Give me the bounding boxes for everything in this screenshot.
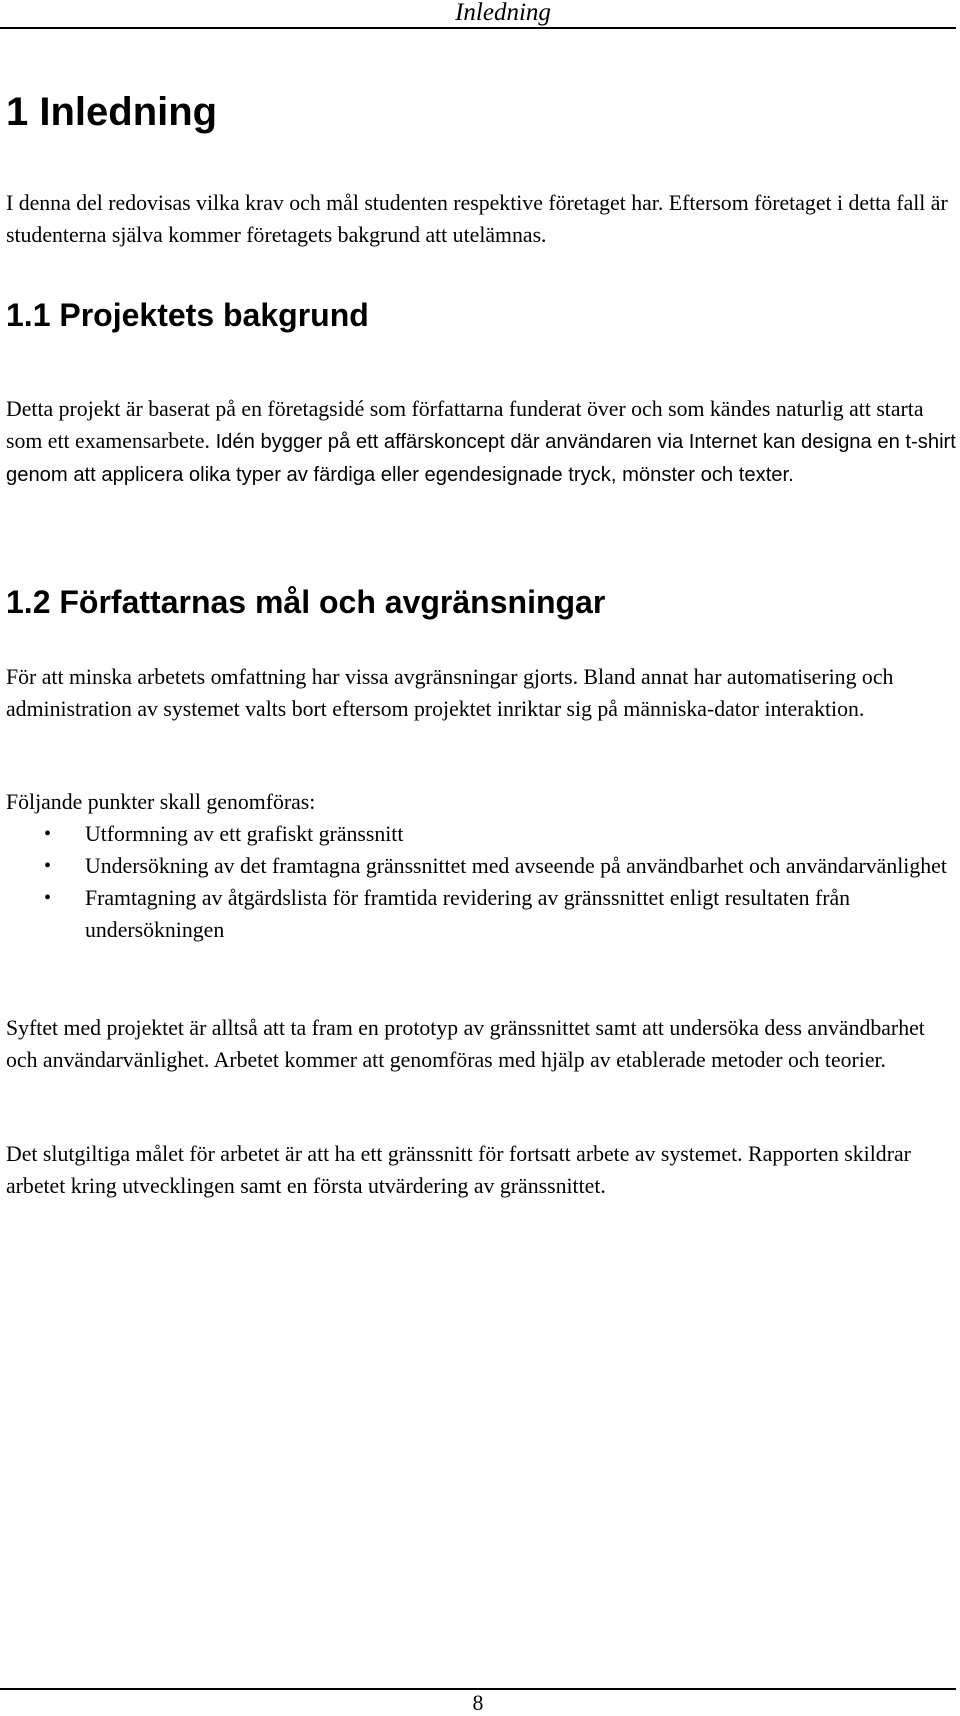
section-1-1-paragraph-part2: Idén bygger på ett affärskoncept där användaren via Internet kan designa en t-shirt genom att applicera olika typer av färdiga eller egendesignade tryck, mönster och texter.	[6, 431, 956, 486]
list-item-text: Utformning av ett grafiskt gränssnitt	[85, 822, 404, 846]
section-1-1-paragraph	[6, 393, 956, 491]
section-1-1-heading: 1.1 Projektets bakgrund	[6, 297, 369, 333]
list-item-text: Framtagning av åtgärdslista för framtida revidering av gränssnittet enligt resultaten från undersökningen	[85, 886, 851, 942]
section-1-2-paragraph-1: För att minska arbetets omfattning har vissa avgränsningar gjorts. Bland annat har automatisering och administration av systemet valts bort eftersom projektet inriktar sig på människa-dator interaktion.	[6, 665, 894, 721]
section-1-1-paragraph-part1: Detta projekt är baserat på en företagsidé som författarna funderat över och som kändes naturlig att starta som ett examensarbete.	[6, 397, 924, 453]
section-1-2-paragraph-2: Syftet med projektet är alltså att ta fram en prototyp av gränssnittet samt att undersöka dess användbarhet och användarvänlighet. Arbetet kommer att genomföras med hjälp av etablerade metoder och teorier.	[6, 1016, 925, 1072]
running-header	[0, 0, 956, 29]
chapter-intro-paragraph: I denna del redovisas vilka krav och mål studenten respektive företaget har. Eftersom företaget i detta fall är studenterna själva kommer företagets bakgrund att utelämnas.	[6, 191, 948, 247]
bullet-icon: •	[44, 855, 52, 877]
chapter-title: 1 Inledning	[6, 90, 218, 134]
section-1-2-paragraph-3: Det slutgiltiga målet för arbetet är att ha ett gränssnitt för fortsatt arbete av systemet. Rapporten skildrar arbetet kring utvecklingen samt en första utvärdering av gränssnittet.	[6, 1142, 911, 1198]
list-item-text: Undersökning av det framtagna gränssnittet med avseende på användbarhet och användarvänlighet	[85, 854, 947, 878]
bullet-icon: •	[44, 887, 52, 909]
section-1-2-heading: 1.2 Författarnas mål och avgränsningar	[6, 584, 606, 620]
page-number: 8	[472, 1691, 484, 1715]
goals-list	[6, 818, 956, 946]
running-header-title: Inledning	[455, 0, 551, 26]
list-item	[6, 818, 956, 850]
list-intro: Följande punkter skall genomföras:	[6, 790, 316, 814]
page-footer	[0, 1688, 956, 1716]
list-item	[6, 850, 956, 882]
bullet-icon: •	[44, 823, 52, 845]
list-item	[6, 882, 956, 946]
